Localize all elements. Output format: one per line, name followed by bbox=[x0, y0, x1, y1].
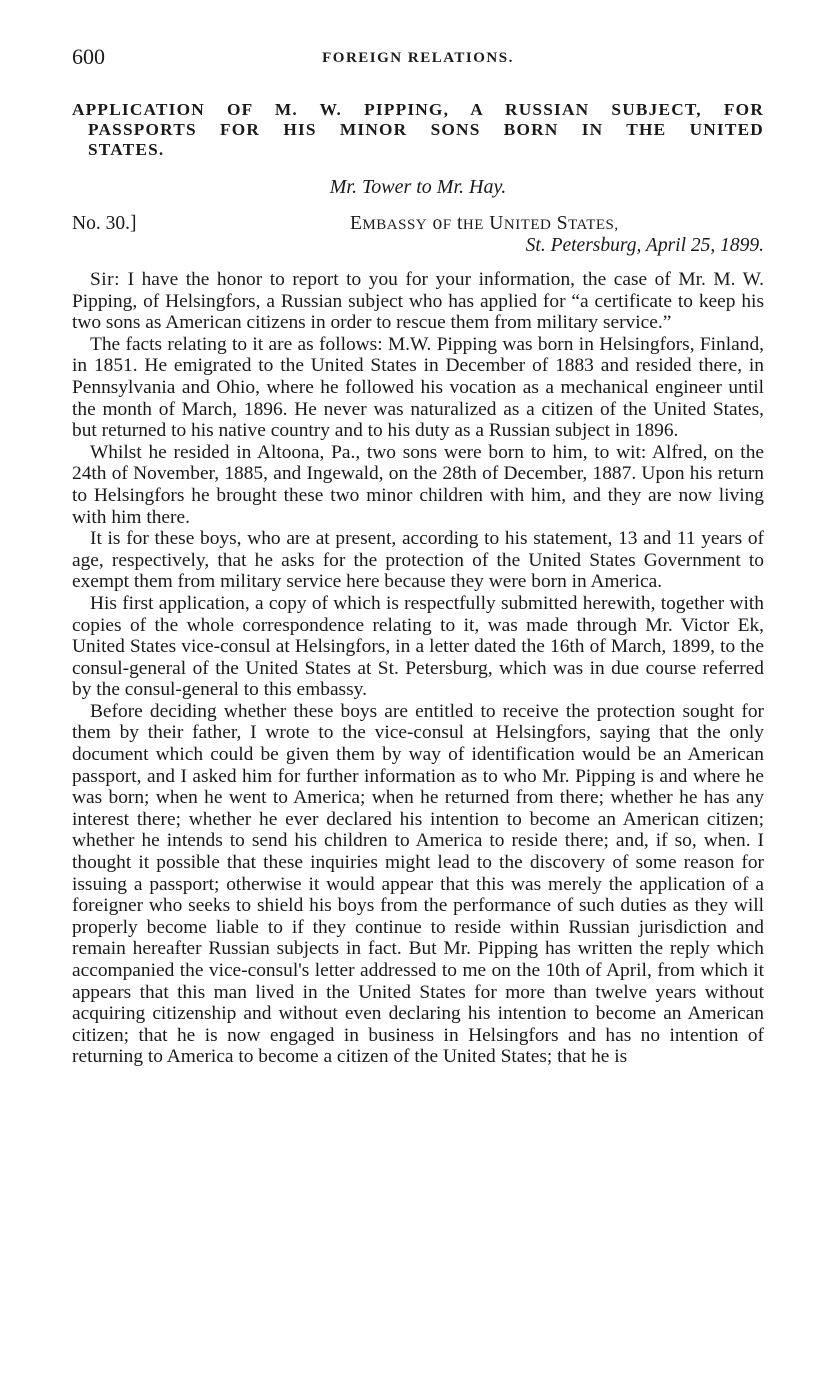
document-page bbox=[72, 40, 764, 1068]
letter-origin: EMBASSY oF tHE UNITED STATES, bbox=[350, 213, 619, 234]
paragraph: It is for these boys, who are at present, according to his statement, 13 and 11 years of age, respectively, that he asks for the protection of the United States Government to exempt them from military service here because they were born in America. bbox=[72, 528, 764, 593]
heading-line: STATES. bbox=[88, 140, 165, 159]
paragraph: His first application, a copy of which is respectfully submitted herewith, together with copies of the whole correspondence relating to it, was made through Mr. Victor Ek, United States vice-consul at Helsingfors, in a letter dated the 16th of March, 1899, to the consul-general of the United States at St. Petersburg, which was in due course referred by the consul-general to this embassy. bbox=[72, 592, 764, 701]
heading-line: PASSPORTS FOR HIS MINOR SONS BORN IN THE UNITED bbox=[88, 120, 764, 139]
document-heading bbox=[72, 100, 764, 160]
paragraph: Whilst he resided in Altoona, Pa., two sons were born to him, to wit: Alfred, on the 24th of November, 1885, and Ingewald, on the 28th of December, 1887. Upon his return to Helsingfors he brought these two minor children with him, and they are now living with him there. bbox=[72, 441, 764, 528]
paragraph: Before deciding whether these boys are entitled to receive the protection sought for them by their father, I wrote to the vice-consul at Helsingfors, saying that the only document which could be given them by way of identification would be an American passport, and I asked him for further information as to who Mr. Pipping is and where he was born; when he went to America; when he returned from there; whether he has any interest there; whether he ever declared his intention to become an American citizen; whether he intends to send his children to America to reside there; and, if so, when. I thought it possible that these inquiries might lead to the discovery of some reason for issuing a passport; otherwise it would appear that this was merely the application of a foreigner who seeks to shield his boys from the performance of such duties as they will properly become liable to if they continue to reside within Russian jurisdiction and remain hereafter Russian subjects in fact. But Mr. Pipping has written the reply which accompanied the vice-consul's letter addressed to me on the 10th of April, from which it appears that this man lived in the United States for more than twelve years without acquiring citizenship and without even declaring his intention to become an American citizen; that he is now engaged in business in Helsingfors and has no intention of returning to America to become a citizen of the United States; that he is bbox=[72, 700, 764, 1068]
heading-line: APPLICATION OF M. W. PIPPING, A RUSSIAN SUBJECT, FOR bbox=[72, 100, 764, 119]
paragraph-text: I have the honor to report to you for your information, the case of Mr. M. W. Pipping, of Helsingfors, a Russian subject who has applied for “a certificate to keep his two sons as American citizens in order to rescue them from military service.” bbox=[72, 269, 764, 334]
running-title: FOREIGN RELATIONS. bbox=[322, 50, 514, 66]
correspondence-line: Mr. Tower to Mr. Hay. bbox=[329, 176, 507, 198]
paragraph: The facts relating to it are as follows: M.W. Pipping was born in Helsingfors, Finland, in 1851. He emigrated to the United States in December of 1883 and resided there, in Pennsylvania and Ohio, where he followed his vocation as a mechanical engineer until the month of March, 1896. He never was naturalized as a citizen of the United States, but returned to his native country and to his duty as a Russian subject in 1896. bbox=[72, 333, 764, 442]
paragraph bbox=[72, 269, 764, 334]
document-number: No. 30.] bbox=[72, 213, 137, 234]
salutation: Sir: bbox=[90, 269, 121, 290]
page-number: 600 bbox=[72, 44, 105, 69]
running-head bbox=[72, 40, 764, 74]
place-and-date: St. Petersburg, April 25, 1899. bbox=[525, 235, 764, 256]
dateline bbox=[72, 213, 764, 263]
letter-body bbox=[72, 269, 764, 1068]
